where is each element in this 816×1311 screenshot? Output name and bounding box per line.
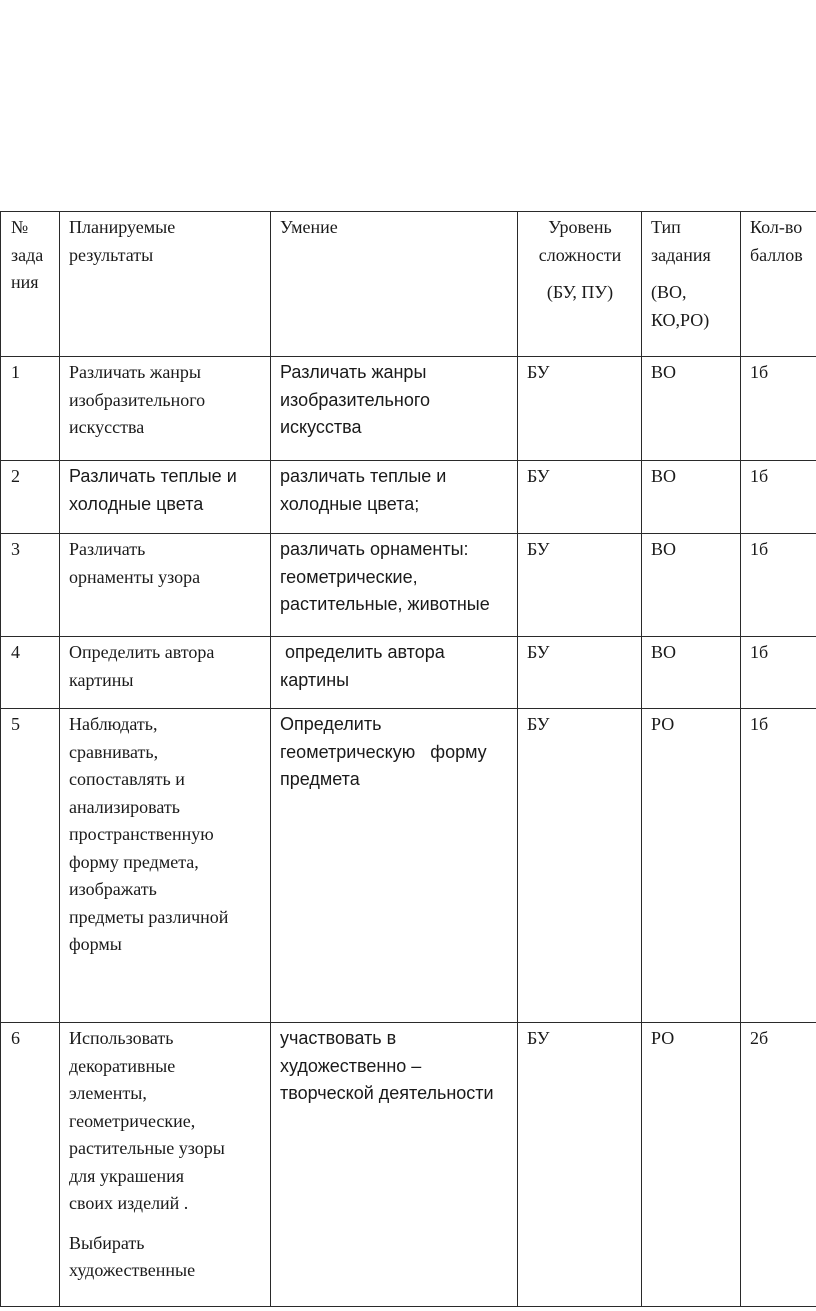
- header-row: [1, 212, 816, 357]
- task-number: 4: [1, 637, 60, 709]
- task-number: 3: [1, 534, 60, 637]
- skill: различать орнаменты: геометрические, растительные, животные: [271, 534, 518, 637]
- task-number: 1: [1, 357, 60, 461]
- planned-result: Использовать декоративные элементы, геометрические, растительные узоры для украшения своих изделий . Выбирать художественные: [60, 1023, 271, 1307]
- planned-result: Определить автора картины: [60, 637, 271, 709]
- table-row: [1, 709, 816, 1023]
- difficulty-level: БУ: [518, 637, 642, 709]
- planned-result: Различать жанры изобразительного искусства: [60, 357, 271, 461]
- table-row: [1, 461, 816, 534]
- points: 1б: [741, 534, 816, 637]
- skill: различать теплые и холодные цвета;: [271, 461, 518, 534]
- difficulty-level: БУ: [518, 709, 642, 1023]
- task-type: ВО: [642, 357, 741, 461]
- difficulty-level: БУ: [518, 357, 642, 461]
- points: 1б: [741, 637, 816, 709]
- task-number: 5: [1, 709, 60, 1023]
- header-planned-results: Планируемые результаты: [60, 212, 271, 357]
- header-difficulty-level: Уровень сложности (БУ, ПУ): [518, 212, 642, 357]
- table-row: [1, 637, 816, 709]
- task-type: ВО: [642, 637, 741, 709]
- table-row: [1, 357, 816, 461]
- header-task-number: № зада ния: [1, 212, 60, 357]
- skill: Определить геометрическую форму предмета: [271, 709, 518, 1023]
- planned-result: Различать орнаменты узора: [60, 534, 271, 637]
- skill: участвовать в художественно – творческой деятельности: [271, 1023, 518, 1307]
- task-number: 2: [1, 461, 60, 534]
- planned-result: Различать теплые и холодные цвета: [60, 461, 271, 534]
- difficulty-level: БУ: [518, 461, 642, 534]
- points: 1б: [741, 357, 816, 461]
- planned-result: Наблюдать, сравнивать, сопоставлять и анализировать пространственную форму предмета, изображать предметы различной формы: [60, 709, 271, 1023]
- points: 1б: [741, 709, 816, 1023]
- skill: Различать жанры изобразительного искусства: [271, 357, 518, 461]
- assessment-table: [0, 211, 816, 1307]
- table-row: [1, 534, 816, 637]
- difficulty-level: БУ: [518, 534, 642, 637]
- header-task-type: Тип задания (ВО, КО,РО): [642, 212, 741, 357]
- difficulty-level: БУ: [518, 1023, 642, 1307]
- points: 1б: [741, 461, 816, 534]
- task-type: РО: [642, 709, 741, 1023]
- table-row: [1, 1023, 816, 1307]
- skill: определить автора картины: [271, 637, 518, 709]
- header-points: Кол-во баллов: [741, 212, 816, 357]
- points: 2б: [741, 1023, 816, 1307]
- task-type: ВО: [642, 534, 741, 637]
- header-skill: Умение: [271, 212, 518, 357]
- task-type: РО: [642, 1023, 741, 1307]
- task-number: 6: [1, 1023, 60, 1307]
- task-type: ВО: [642, 461, 741, 534]
